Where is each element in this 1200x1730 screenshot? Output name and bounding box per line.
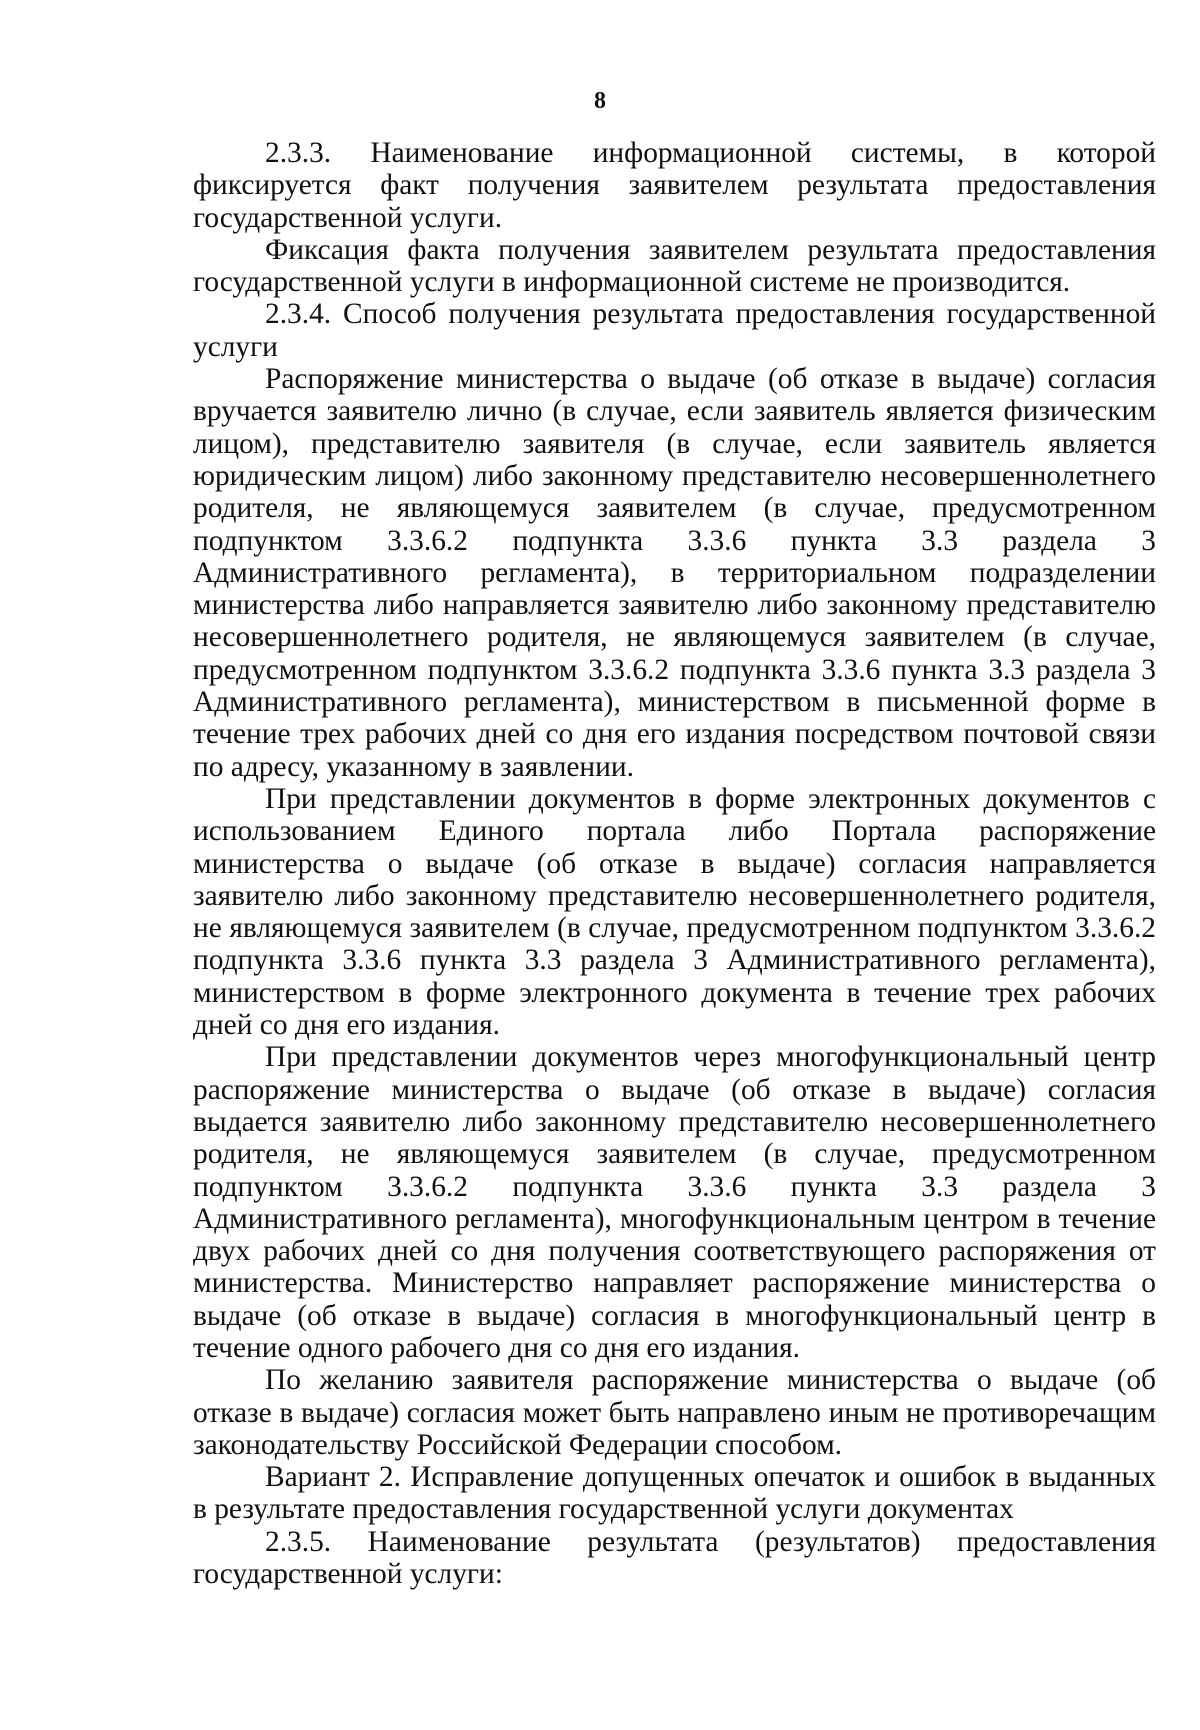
paragraph-electronic-delivery: При представлении документов в форме электронных документов с использованием Единого портала либо Портала распоряжение министерства о выдаче (об отказе в выдаче) согласия направляется заявителю либо законному представителю несовершеннолетнего родителя, не являющемуся заявителем (в случае, предусмотренном подпунктом 3.3.6.2 подпункта 3.3.6 пункта 3.3 раздела 3 Административного регламента), министерством в форме электронного документа в течение трех рабочих дней со дня его издания.	[193, 782, 1156, 1042]
page-number: 8	[594, 88, 606, 114]
document-body	[193, 137, 1156, 1590]
paragraph-variant-2: Вариант 2. Исправление допущенных опечаток и ошибок в выданных в результате предоставления государственной услуги документах	[193, 1461, 1156, 1526]
paragraph-2-3-5-heading: 2.3.5. Наименование результата (результатов) предоставления государственной услуги:	[193, 1525, 1156, 1591]
paragraph-2-3-3-heading: 2.3.3. Наименование информационной системы, в которой фиксируется факт получения заявителем результата предоставления государственной услуги.	[193, 137, 1156, 234]
paragraph-order-delivery: Распоряжение министерства о выдаче (об отказе в выдаче) согласия вручается заявителю лично (в случае, если заявитель является физическим лицом), представителю заявителя (в случае, если заявитель является юридическим лицом) либо законному представителю несовершеннолетнего родителя, не являющемуся заявителем (в случае, предусмотренном подпунктом 3.3.6.2 подпункта 3.3.6 пункта 3.3 раздела 3 Административного регламента), в территориальном подразделении министерства либо направляется заявителю либо законному представителю несовершеннолетнего родителя, не являющемуся заявителем (в случае, предусмотренном подпунктом 3.3.6.2 подпункта 3.3.6 пункта 3.3 раздела 3 Административного регламента), министерством в письменной форме в течение трех рабочих дней со дня его издания посредством почтовой связи по адресу, указанному в заявлении.	[193, 363, 1156, 783]
paragraph-other-method: По желанию заявителя распоряжение министерства о выдаче (об отказе в выдаче) согласия может быть направлено иным не противоречащим законодательству Российской Федерации способом.	[193, 1364, 1156, 1461]
paragraph-mfc-delivery: При представлении документов через многофункциональный центр распоряжение министерства о выдаче (об отказе в выдаче) согласия выдается заявителю либо законному представителю несовершеннолетнего родителя, не являющемуся заявителем (в случае, предусмотренном подпунктом 3.3.6.2 подпункта 3.3.6 пункта 3.3 раздела 3 Административного регламента), многофункциональным центром в течение двух рабочих дней со дня получения соответствующего распоряжения от министерства. Министерство направляет распоряжение министерства о выдаче (об отказе в выдаче) согласия в многофункциональный центр в течение одного рабочего дня со дня его издания.	[193, 1041, 1156, 1364]
paragraph-2-3-4-heading: 2.3.4. Способ получения результата предоставления государственной услуги	[193, 298, 1156, 363]
paragraph-fixation-statement: Фиксация факта получения заявителем результата предоставления государственной услуги в информационной системе не производится.	[193, 233, 1156, 299]
